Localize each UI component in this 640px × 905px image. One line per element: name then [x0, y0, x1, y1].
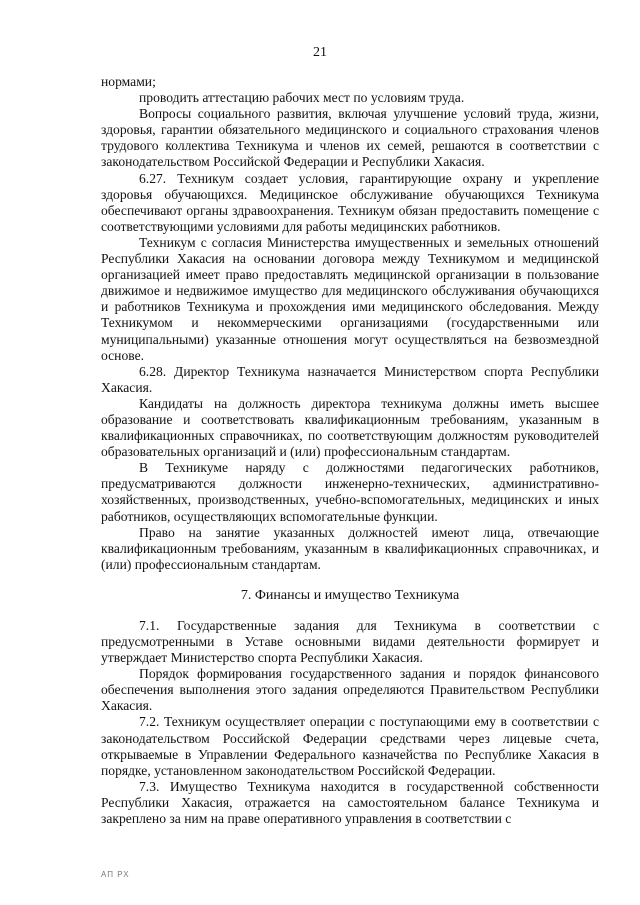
paragraph-7-2: 7.2. Техникум осуществляет операции с поступающими ему в соответствии с законодательством Российской Федерации средствами через лицевые счета, открываемые в Управлении Федерального казначейства по Республике Хакасия в порядке, установленном законодательством Российской Федерации. [101, 714, 599, 778]
paragraph-7-1: 7.1. Государственные задания для Техникума в соответствии с предусмотренными в Уставе основными видами деятельности формирует и утверждает Министерство спорта Республики Хакасия. [101, 617, 599, 666]
paragraph-position-rights: Право на занятие указанных должностей имеют лица, отвечающие квалификационным требованиям, указанным в квалификационных справочниках, и (или) профессиональным стандартам. [101, 524, 599, 572]
paragraph-7-3: 7.3. Имущество Техникума находится в государственной собственности Республики Хакасия, отражается на самостоятельном балансе Техникума и закреплено за ним на праве оперативного управления в соответствии с [101, 778, 599, 827]
document-body [101, 74, 599, 827]
footer-stamp-mark: АП РХ [101, 870, 130, 879]
paragraph-social-development: Вопросы социального развития, включая улучшение условий труда, жизни, здоровья, гарантии обязательного медицинского и социального страхования членов трудового коллектива Техникума и членов их семей, решаются в соответствии с законодательством Российской Федерации и Республики Хакасия. [101, 106, 599, 170]
paragraph-staff-positions: В Техникуме наряду с должностями педагогических работников, предусматриваются должности инженерно-технических, административно-хозяйственных, производственных, учебно-вспомогательных, медицинских и иных работников, осуществляющих вспомогательные функции. [101, 460, 599, 524]
paragraph-medical-organization: Техникум с согласия Министерства имущественных и земельных отношений Республики Хакасия на основании договора между Техникумом и медицинской организацией имеет право предоставлять медицинской организации в пользование движимое и недвижимое имущество для медицинского обслуживания обучающихся и работников Техникума и прохождения ими медицинского обследования. Между Техникумом и некоммерческими организациями (государственными или муниципальными) указанные отношения могут осуществляться на безвозмездной основе. [101, 234, 599, 363]
paragraph-director-candidates: Кандидаты на должность директора техникума должны иметь высшее образование и соответствовать квалификационным требованиям, указанным в квалификационных справочниках, по соответствующим должностям руководителей образовательных организаций и (или) профессиональным стандартам. [101, 395, 599, 460]
paragraph-continuation: нормами; [101, 74, 156, 89]
page-number: 21 [313, 45, 327, 60]
paragraph-6-28: 6.28. Директор Техникума назначается Министерством спорта Республики Хакасия. [101, 363, 599, 395]
section-heading: 7. Финансы и имущество Техникума [240, 587, 460, 603]
paragraph-state-assignment: Порядок формирования государственного задания и порядок финансового обеспечения выполнения этого задания определяются Правительством Республики Хакасия. [101, 666, 599, 714]
paragraph-attestation: проводить аттестацию рабочих мест по условиям труда. [139, 90, 465, 106]
paragraph-6-27: 6.27. Техникум создает условия, гарантирующие охрану и укрепление здоровья обучающихся. Медицинское обслуживание обучающихся Техникума обеспечивают органы здравоохранения. Техникум обязан предоставить помещение с соответствующими условиями для работы медицинских работников. [101, 170, 599, 234]
